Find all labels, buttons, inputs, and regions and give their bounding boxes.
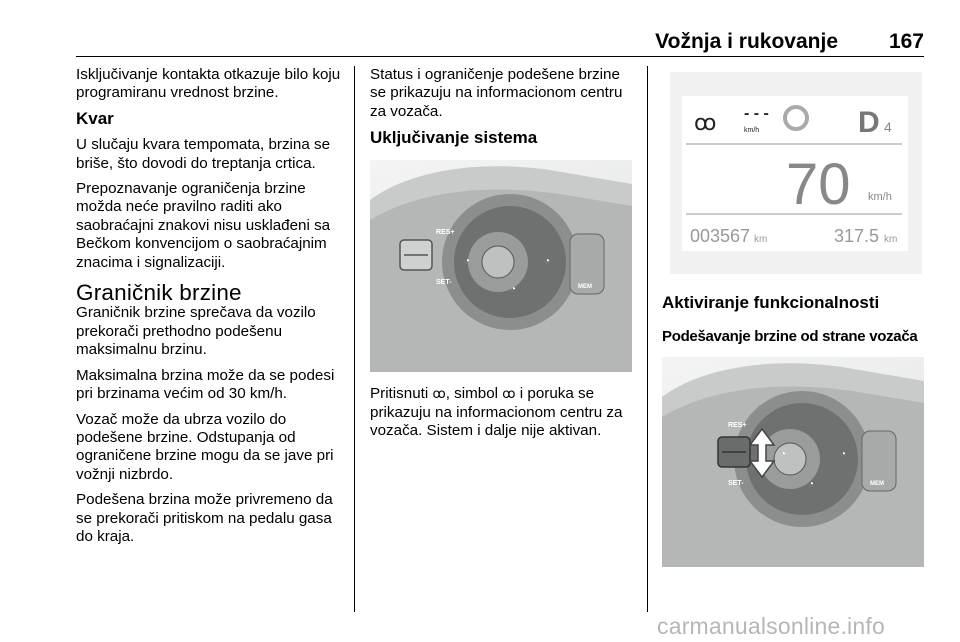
column-3	[662, 294, 924, 567]
paragraph-kvar: U slučaju kvara tempomata, brzina se briše, što dovodi do treptanja crtica.	[76, 136, 331, 172]
odometer-unit: km	[754, 234, 768, 245]
cruise-icon-2: ◔	[780, 448, 787, 460]
cluster-unit-small: km/h	[744, 127, 760, 134]
pritisnuti-text-b: , simbol	[445, 384, 499, 402]
paragraph-pritisnuti	[370, 385, 640, 441]
heading-granicnik: Graničnik brzine	[76, 280, 242, 306]
paragraph-podesena: Podešena brzina može privremeno da se prekorači pritiskom na pedalu gasa do kraja.	[76, 491, 333, 545]
gear-number: 4	[884, 119, 892, 135]
speed-limiter-icon-2: ◔	[808, 478, 815, 490]
paragraph-vozac: Vozač može da ubrza vozilo do podešene brzine. Odstupanja od ograničene brzine mogu da se jave pri vožnji nizbrdo.	[76, 410, 334, 483]
steering-wheel-image-1	[370, 160, 632, 372]
speed-limiter-inline-icon-2: ꝏ	[502, 386, 516, 402]
watermark: carmanualsonline.info	[657, 613, 885, 639]
steering-wheel-illustration	[370, 160, 632, 372]
res-label-2: RES+	[728, 421, 747, 429]
odometer-value: 003567	[690, 226, 751, 246]
pritisnuti-text-a: Pritisnuti	[370, 384, 429, 402]
trip-value: 317.5	[834, 226, 880, 246]
limiter-icon: ◔	[544, 255, 551, 267]
res-label: RES+	[436, 228, 455, 236]
instrument-cluster-image	[670, 72, 922, 274]
speed-limiter-inline-icon: ꝏ	[432, 386, 446, 402]
paragraph-intro: Isključivanje kontakta otkazuje bilo koju programiranu vrednost brzine.	[76, 66, 341, 102]
column-1	[76, 66, 346, 553]
paragraph-maks: Maksimalna brzina može da se podesi pri brzinama većim od 30 km/h.	[76, 366, 335, 403]
speed-unit: km/h	[868, 191, 892, 203]
column-divider-1	[354, 66, 355, 612]
limiter-icon-2: ◔	[840, 448, 847, 460]
paragraph-prepoznavanje: Prepoznavanje ograničenja brzine možda neće pravilno raditi ako saobraćajni znakovi nisu usklađeni sa Bečkom konvencijom o saobraćajnim znacima i signalizaciji.	[76, 180, 331, 271]
cluster-display	[670, 72, 922, 274]
set-label: SET-	[436, 278, 452, 286]
steering-wheel-image-2	[662, 357, 924, 567]
steering-wheel-illustration-2	[662, 357, 924, 567]
speed-readout: 70	[786, 152, 851, 217]
limiter-symbol-icon: ꝏ	[694, 110, 717, 135]
page-header	[76, 28, 924, 57]
paragraph-granicnik: Graničnik brzine sprečava da vozilo prekorači prethodno podešenu maksimalnu brzinu.	[76, 304, 316, 359]
page-number: 167	[888, 30, 924, 53]
heading-ukljucivanje: Uključivanje sistema	[370, 128, 538, 148]
chapter-title: Vožnja i rukovanje	[655, 30, 838, 53]
mem-label: MEM	[578, 283, 592, 290]
speed-limiter-icon: ◔	[510, 283, 517, 295]
cluster-dashes: - - -	[744, 105, 769, 122]
cruise-icon: ◔	[464, 255, 471, 267]
mem-label-2: MEM	[870, 480, 884, 487]
trip-unit: km	[884, 234, 898, 245]
pritisnuti-text-c: i poruka se prikazuju na informacionom centru za vozača. Sistem i dalje nije aktivan.	[370, 384, 623, 440]
heading-podesavanje: Podešavanje brzine od strane vozača	[662, 328, 918, 346]
heading-aktiviranje: Aktiviranje funkcionalnosti	[662, 293, 880, 312]
column-divider-2	[647, 66, 648, 612]
paragraph-status: Status i ograničenje podešene brzine se prikazuju na informacionom centru za vozača.	[370, 66, 623, 120]
set-label-2: SET-	[728, 479, 744, 487]
column-2	[370, 66, 640, 448]
heading-kvar: Kvar	[76, 108, 114, 128]
gear-indicator: D	[858, 106, 880, 139]
